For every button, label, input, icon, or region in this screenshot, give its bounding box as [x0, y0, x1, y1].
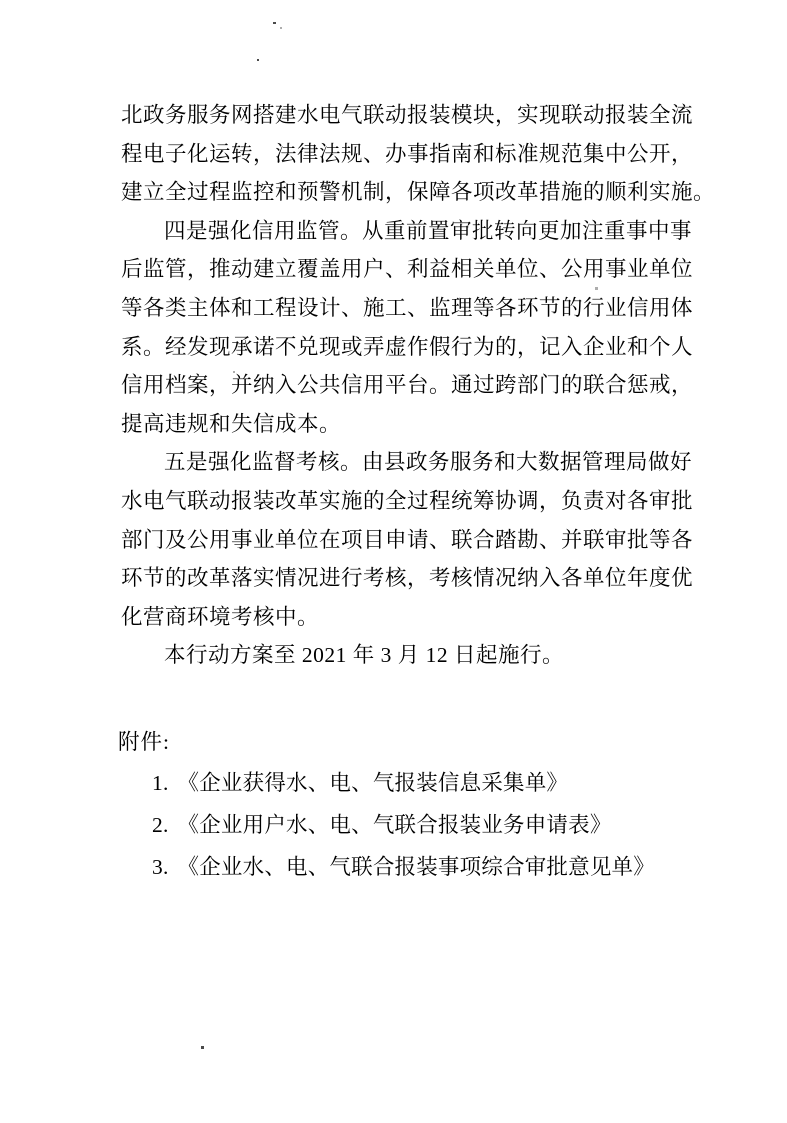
- text-line: 化营商环境考核中。: [121, 604, 320, 629]
- attachment-number: 3.: [152, 855, 169, 879]
- scan-speck: [595, 287, 598, 290]
- attachment-title: 《企业用户水、电、气联合报装业务申请表》: [177, 813, 612, 837]
- scan-speck: [273, 22, 276, 24]
- text-line: 程电子化运转，法律法规、办事指南和标准规范集中公开，: [121, 141, 694, 166]
- text-line: 等各类主体和工程设计、施工、监理等各环节的行业信用体: [121, 295, 694, 320]
- attachments-label: 附件:: [118, 730, 170, 754]
- scan-speck: [233, 371, 235, 373]
- text-line: 系。经发现承诺不兑现或弄虚作假行为的，记入企业和个人: [121, 334, 694, 359]
- attachment-title: 《企业水、电、气联合报装事项综合审批意见单》: [177, 855, 655, 879]
- attachment-number: 2.: [152, 813, 169, 837]
- attachment-item: [118, 804, 655, 846]
- text-line: 建立全过程监控和预警机制，保障各项改革措施的顺利实施。: [121, 180, 716, 205]
- scan-speck: [280, 27, 282, 29]
- text-line: 部门及公用事业单位在项目申请、联合踏勘、并联审批等各: [121, 527, 694, 552]
- body-text: [121, 96, 716, 675]
- attachments-section: [118, 722, 655, 888]
- text-line: 水电气联动报装改革实施的全过程统筹协调，负责对各审批: [121, 488, 694, 513]
- attachment-number: 1.: [152, 771, 169, 795]
- attachment-item: [118, 846, 655, 888]
- text-line: 提高违规和失信成本。: [121, 411, 342, 436]
- attachment-title: 《企业获得水、电、气报装信息采集单》: [177, 771, 569, 795]
- text-line-paragraph-start: 五是强化监督考核。由县政务服务和大数据管理局做好: [164, 450, 693, 475]
- text-line-paragraph-start: 四是强化信用监管。从重前置审批转向更加注重事中事: [164, 218, 693, 243]
- text-line: 北政务服务网搭建水电气联动报装模块，实现联动报装全流: [121, 103, 694, 127]
- scan-speck: [257, 59, 259, 61]
- attachment-item: [118, 762, 655, 804]
- scan-speck: [201, 1046, 204, 1049]
- text-line: 环节的改革落实情况进行考核，考核情况纳入各单位年度优: [121, 566, 694, 591]
- text-line-effective-date: 本行动方案至 2021 年 3 月 12 日起施行。: [164, 643, 565, 668]
- text-line: 后监管，推动建立覆盖用户、利益相关单位、公用事业单位: [121, 257, 694, 282]
- text-line: 信用档案，并纳入公共信用平台。通过跨部门的联合惩戒，: [121, 373, 694, 398]
